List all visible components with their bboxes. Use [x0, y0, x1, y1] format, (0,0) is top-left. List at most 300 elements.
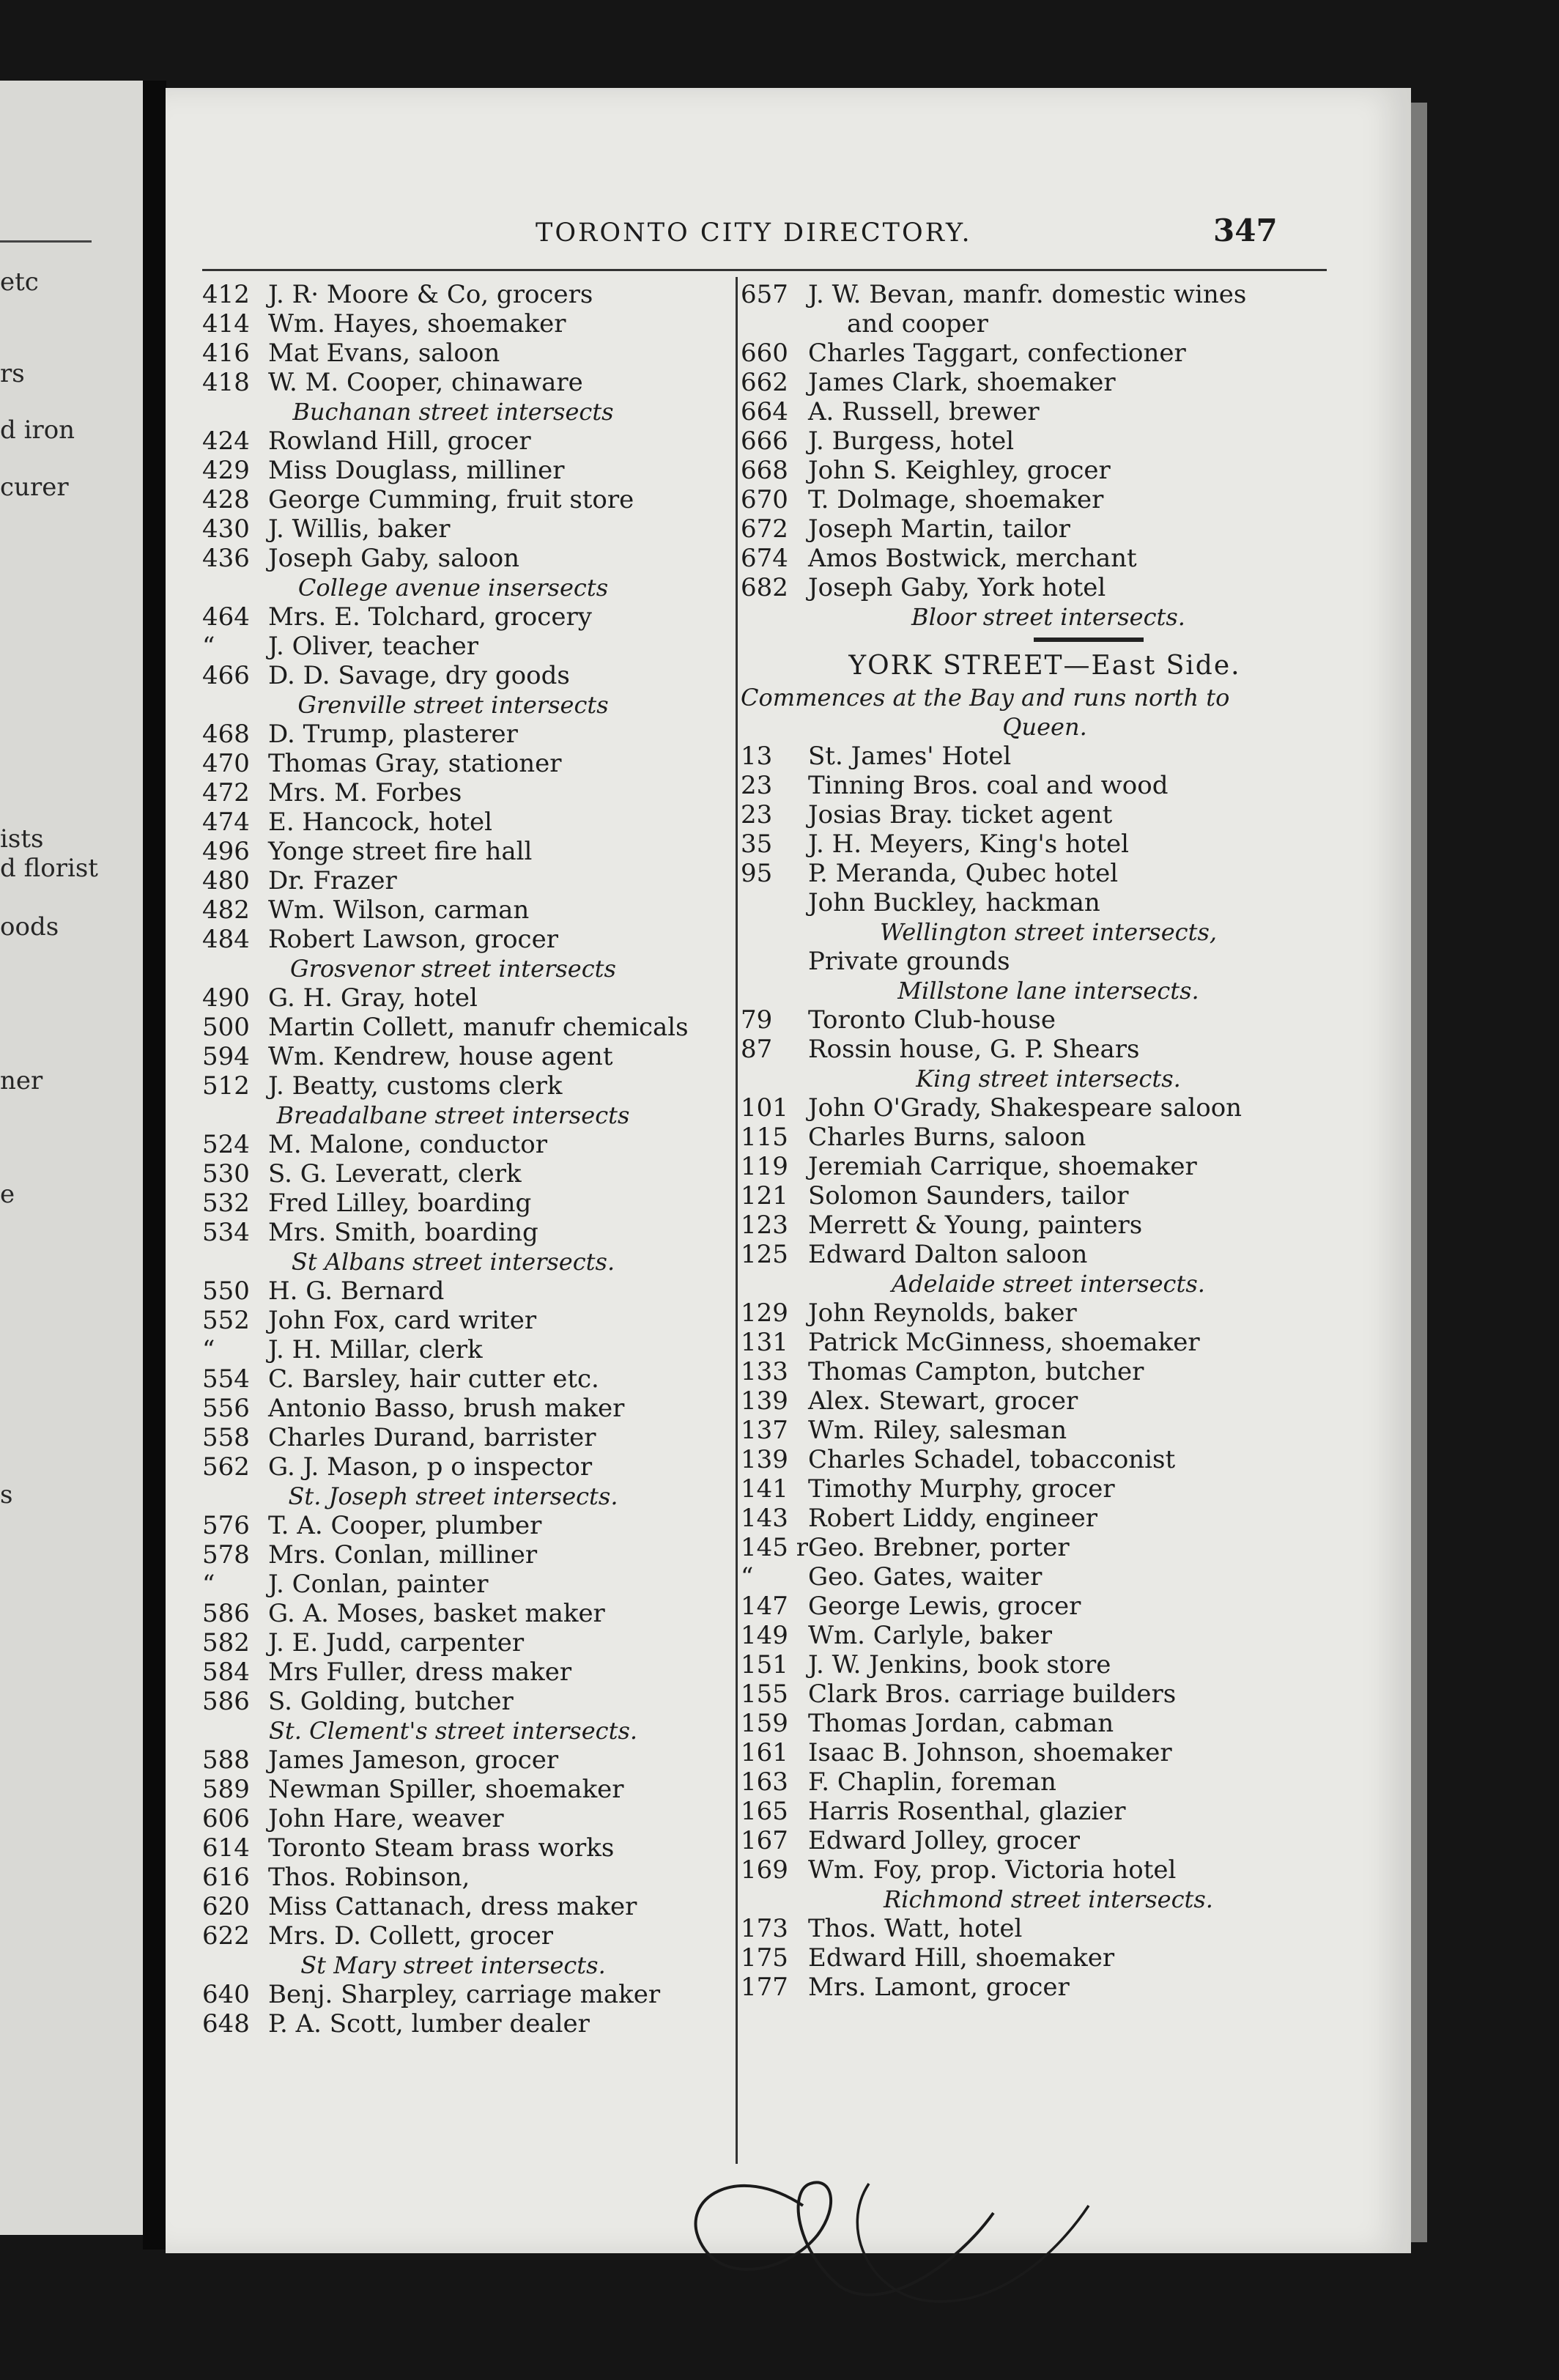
directory-entry: [741, 947, 1437, 976]
resident-name: James Clark, shoemaker: [808, 368, 1116, 397]
street-number: 578: [202, 1540, 250, 1570]
street-number: 149: [741, 1621, 788, 1650]
street-number: 496: [202, 837, 250, 866]
resident-name: P. Meranda, Qubec hotel: [808, 859, 1119, 888]
street-number: 682: [741, 573, 788, 602]
directory-entry: [741, 514, 1437, 544]
street-number: 35: [741, 829, 773, 859]
resident-name: Josias Bray. ticket agent: [808, 800, 1113, 829]
directory-entry: [202, 866, 726, 895]
street-number: 640: [202, 1980, 250, 2009]
fragment-text: curer: [0, 473, 69, 502]
directory-entry: [741, 1328, 1437, 1357]
adjacent-page-rule: [0, 240, 92, 243]
resident-name: Edward Dalton saloon: [808, 1240, 1088, 1269]
resident-name: Charles Durand, barrister: [268, 1423, 596, 1452]
street-number: 556: [202, 1394, 250, 1423]
intersecting-street: Grenville street intersects: [297, 691, 609, 719]
directory-entry: [202, 720, 726, 749]
resident-name: J. W. Jenkins, book store: [808, 1650, 1111, 1679]
directory-entry: [202, 983, 726, 1013]
resident-name: Thomas Gray, stationer: [268, 749, 562, 778]
street-number: “: [202, 1335, 215, 1364]
street-number: 115: [741, 1123, 788, 1152]
directory-entry: [741, 1445, 1437, 1474]
street-number: 472: [202, 778, 250, 808]
street-number: 167: [741, 1826, 788, 1855]
directory-entry: [741, 829, 1437, 859]
directory-entry: [741, 368, 1437, 397]
directory-entry: [202, 1628, 726, 1658]
street-number: 662: [741, 368, 788, 397]
intersecting-street: Grosvenor street intersects: [290, 955, 616, 983]
resident-name: Newman Spiller, shoemaker: [268, 1775, 624, 1804]
street-number: 490: [202, 983, 250, 1013]
directory-entry: [202, 1599, 726, 1628]
directory-entry: [202, 1130, 726, 1159]
directory-entry: [202, 1687, 726, 1716]
street-number: 119: [741, 1152, 788, 1181]
directory-entry: [741, 1826, 1437, 1855]
resident-name: Wm. Foy, prop. Victoria hotel: [808, 1855, 1177, 1885]
directory-entry: [741, 888, 1437, 917]
directory-entry: [741, 1767, 1437, 1797]
right-column: [741, 280, 1437, 2002]
resident-name: Mrs. Conlan, milliner: [268, 1540, 538, 1570]
directory-entry: [202, 1863, 726, 1892]
street-number: 532: [202, 1189, 250, 1218]
directory-entry: [741, 1943, 1437, 1973]
resident-name: St. James' Hotel: [808, 742, 1012, 771]
directory-entry: [741, 1386, 1437, 1416]
street-number: 131: [741, 1328, 788, 1357]
resident-name: D. Trump, plasterer: [268, 720, 518, 749]
directory-entry: [202, 661, 726, 690]
street-number: 430: [202, 514, 250, 544]
directory-entry: [741, 544, 1437, 573]
running-title: TORONTO CITY DIRECTORY.: [536, 218, 972, 248]
street-number: 530: [202, 1159, 250, 1189]
street-number: 13: [741, 742, 773, 771]
resident-name: Thos. Watt, hotel: [808, 1914, 1023, 1943]
resident-name: J. Oliver, teacher: [268, 632, 479, 661]
directory-entry: [202, 1745, 726, 1775]
fragment-text: s: [0, 1480, 13, 1509]
resident-name: Wm. Riley, salesman: [808, 1416, 1067, 1445]
resident-name: Charles Schadel, tobacconist: [808, 1445, 1176, 1474]
resident-name: J. Willis, baker: [268, 514, 451, 544]
street-number: 657: [741, 280, 788, 309]
street-number: 173: [741, 1914, 788, 1943]
directory-entry: [202, 1423, 726, 1452]
directory-entry: [202, 1540, 726, 1570]
resident-name: Wm. Hayes, shoemaker: [268, 309, 566, 339]
fragment-text: d iron: [0, 415, 75, 445]
intersecting-street: Adelaide street intersects.: [892, 1270, 1205, 1298]
street-number: 163: [741, 1767, 788, 1797]
directory-entry: [202, 1364, 726, 1394]
street-number: 550: [202, 1276, 250, 1306]
resident-name: Mrs. E. Tolchard, grocery: [268, 602, 592, 632]
directory-page: [166, 88, 1411, 2253]
section-description: Commences at the Bay and runs north to: [741, 684, 1230, 712]
street-number: 175: [741, 1943, 788, 1973]
directory-entry: [741, 1123, 1437, 1152]
street-number: 125: [741, 1240, 788, 1269]
resident-name: G. J. Mason, p o inspector: [268, 1452, 593, 1482]
resident-name: Geo. Brebner, porter: [808, 1533, 1070, 1562]
directory-entry: [741, 800, 1437, 829]
directory-entry: [741, 771, 1437, 800]
directory-entry: [202, 925, 726, 954]
street-number: 524: [202, 1130, 250, 1159]
resident-name: Amos Bostwick, merchant: [808, 544, 1137, 573]
directory-entry: [202, 602, 726, 632]
resident-name: E. Hancock, hotel: [268, 808, 493, 837]
directory-entry: [741, 1738, 1437, 1767]
resident-name: Mrs. M. Forbes: [268, 778, 462, 808]
resident-name: Jeremiah Carrique, shoemaker: [808, 1152, 1197, 1181]
fragment-text: d florist: [0, 854, 98, 883]
street-number: 622: [202, 1921, 250, 1951]
directory-entry: [741, 1474, 1437, 1504]
resident-name: George Lewis, grocer: [808, 1592, 1081, 1621]
directory-entry: [741, 1035, 1437, 1064]
street-number: 123: [741, 1211, 788, 1240]
resident-name: P. A. Scott, lumber dealer: [268, 2009, 590, 2039]
intersecting-street: Millstone lane intersects.: [897, 977, 1199, 1005]
directory-entry: [202, 1335, 726, 1364]
street-number: “: [202, 632, 215, 661]
resident-name: J. E. Judd, carpenter: [268, 1628, 525, 1658]
directory-entry: [741, 1679, 1437, 1709]
street-number: 147: [741, 1592, 788, 1621]
directory-entry: [202, 749, 726, 778]
street-number: 133: [741, 1357, 788, 1386]
resident-name: Thos. Robinson,: [268, 1863, 470, 1892]
directory-entry: [202, 309, 726, 339]
resident-name: Tinning Bros. coal and wood: [808, 771, 1169, 800]
resident-name: Robert Liddy, engineer: [808, 1504, 1098, 1533]
street-number: 666: [741, 426, 788, 456]
street-number: 121: [741, 1181, 788, 1211]
intersecting-street: Bloor street intersects.: [911, 603, 1185, 631]
resident-name: Patrick McGinness, shoemaker: [808, 1328, 1200, 1357]
directory-entry: [741, 1211, 1437, 1240]
directory-entry: [741, 280, 1437, 309]
adjacent-page-fragment: [0, 81, 144, 2235]
resident-name: Thomas Campton, butcher: [808, 1357, 1144, 1386]
street-number: 418: [202, 368, 250, 397]
street-number: 562: [202, 1452, 250, 1482]
resident-name: Clark Bros. carriage builders: [808, 1679, 1177, 1709]
fragment-text: oods: [0, 912, 59, 942]
intersecting-street: Buchanan street intersects: [292, 398, 614, 426]
street-number: 161: [741, 1738, 788, 1767]
resident-name: J. H. Meyers, King's hotel: [808, 829, 1130, 859]
directory-entry: [741, 1416, 1437, 1445]
resident-name: Antonio Basso, brush maker: [268, 1394, 625, 1423]
street-number: 436: [202, 544, 250, 573]
directory-entry: [202, 1276, 726, 1306]
resident-name: John Reynolds, baker: [808, 1298, 1077, 1328]
street-number: 586: [202, 1599, 250, 1628]
street-number: 620: [202, 1892, 250, 1921]
section-title: YORK STREET—East Side.: [848, 651, 1241, 681]
directory-entry: [741, 1709, 1437, 1738]
directory-entry: [202, 2009, 726, 2039]
resident-name: S. Golding, butcher: [268, 1687, 514, 1716]
street-number: 143: [741, 1504, 788, 1533]
directory-entry: [202, 1833, 726, 1863]
street-number: 660: [741, 339, 788, 368]
resident-name: Dr. Frazer: [268, 866, 397, 895]
directory-entry: [202, 1218, 726, 1247]
directory-entry: [741, 456, 1437, 485]
resident-name: Timothy Murphy, grocer: [808, 1474, 1115, 1504]
intersecting-street: King street intersects.: [916, 1065, 1181, 1093]
directory-entry: [202, 837, 726, 866]
page-header: [166, 212, 1411, 262]
directory-entry: [741, 1621, 1437, 1650]
resident-name: S. G. Leveratt, clerk: [268, 1159, 522, 1189]
street-number: 155: [741, 1679, 788, 1709]
right-column-entries: [741, 280, 1437, 632]
street-number: 466: [202, 661, 250, 690]
street-number: 141: [741, 1474, 788, 1504]
resident-name: Edward Jolley, grocer: [808, 1826, 1080, 1855]
street-number: 594: [202, 1042, 250, 1071]
directory-entry: [741, 485, 1437, 514]
header-rule: [202, 269, 1327, 271]
resident-name: James Jameson, grocer: [268, 1745, 559, 1775]
directory-entry: [202, 1892, 726, 1921]
street-number: 151: [741, 1650, 788, 1679]
street-number: 484: [202, 925, 250, 954]
street-number: 137: [741, 1416, 788, 1445]
directory-entry: [202, 632, 726, 661]
intersecting-street: St Mary street intersects.: [300, 1951, 606, 1979]
street-number: 614: [202, 1833, 250, 1863]
resident-name: Mat Evans, saloon: [268, 339, 500, 368]
street-number: 534: [202, 1218, 250, 1247]
directory-entry: [741, 1973, 1437, 2002]
street-number: 129: [741, 1298, 788, 1328]
street-number: 470: [202, 749, 250, 778]
directory-entry: [202, 1071, 726, 1101]
directory-entry: [202, 544, 726, 573]
street-number: 482: [202, 895, 250, 925]
resident-name: Wm. Wilson, carman: [268, 895, 530, 925]
directory-entry: [202, 1775, 726, 1804]
street-number: 670: [741, 485, 788, 514]
directory-entry: [202, 456, 726, 485]
directory-entry: [202, 280, 726, 309]
resident-name: T. Dolmage, shoemaker: [808, 485, 1104, 514]
resident-name: John Hare, weaver: [268, 1804, 504, 1833]
entry-continuation: and cooper: [847, 309, 988, 339]
resident-name: Solomon Saunders, tailor: [808, 1181, 1129, 1211]
street-number: 429: [202, 456, 250, 485]
street-number: 159: [741, 1709, 788, 1738]
directory-entry: [741, 1298, 1437, 1328]
resident-name: J. W. Bevan, manfr. domestic wines: [808, 280, 1247, 309]
directory-entry: [741, 1562, 1437, 1592]
street-number: 87: [741, 1035, 773, 1064]
resident-name: M. Malone, conductor: [268, 1130, 547, 1159]
directory-entry: [202, 1452, 726, 1482]
street-number: 554: [202, 1364, 250, 1394]
street-number: 674: [741, 544, 788, 573]
directory-entry: [202, 778, 726, 808]
resident-name: Toronto Club-house: [808, 1005, 1056, 1035]
street-number: 616: [202, 1863, 250, 1892]
intersecting-street: Wellington street intersects,: [879, 918, 1218, 946]
resident-name: H. G. Bernard: [268, 1276, 445, 1306]
resident-name: J. H. Millar, clerk: [268, 1335, 483, 1364]
street-number: 101: [741, 1093, 788, 1123]
directory-entry: [202, 1921, 726, 1951]
directory-entry: [741, 1005, 1437, 1035]
resident-name: G. H. Gray, hotel: [268, 983, 478, 1013]
directory-entry: [741, 1181, 1437, 1211]
street-number: 23: [741, 800, 773, 829]
intersecting-street: Richmond street intersects.: [884, 1885, 1213, 1913]
street-number: 414: [202, 309, 250, 339]
resident-name: Miss Cattanach, dress maker: [268, 1892, 637, 1921]
street-number: 416: [202, 339, 250, 368]
street-number: 584: [202, 1658, 250, 1687]
directory-entry: [741, 1152, 1437, 1181]
fragment-text: etc: [0, 267, 39, 297]
resident-name: Alex. Stewart, grocer: [808, 1386, 1078, 1416]
resident-name: Rossin house, G. P. Shears: [808, 1035, 1140, 1064]
resident-name: Wm. Carlyle, baker: [808, 1621, 1053, 1650]
resident-name: Fred Lilley, boarding: [268, 1189, 532, 1218]
resident-name: J. R· Moore & Co, grocers: [268, 280, 593, 309]
resident-name: Isaac B. Johnson, shoemaker: [808, 1738, 1172, 1767]
directory-entry: [202, 1511, 726, 1540]
resident-name: Wm. Kendrew, house agent: [268, 1042, 613, 1071]
street-number: 648: [202, 2009, 250, 2039]
fragment-text: ists: [0, 824, 44, 854]
resident-name: T. A. Cooper, plumber: [268, 1511, 542, 1540]
directory-entry: [202, 368, 726, 397]
resident-name: W. M. Cooper, chinaware: [268, 368, 583, 397]
street-number: 552: [202, 1306, 250, 1335]
directory-entry: [202, 808, 726, 837]
street-number: 139: [741, 1386, 788, 1416]
resident-name: Geo. Gates, waiter: [808, 1562, 1043, 1592]
resident-name: Robert Lawson, grocer: [268, 925, 558, 954]
street-number: “: [741, 1562, 754, 1592]
page-edge: [1411, 103, 1427, 2242]
street-number: 582: [202, 1628, 250, 1658]
resident-name: John Buckley, hackman: [808, 888, 1100, 917]
directory-entry: [741, 1240, 1437, 1269]
street-number: 177: [741, 1973, 788, 2002]
directory-entry: [741, 1357, 1437, 1386]
street-number: 169: [741, 1855, 788, 1885]
street-number: 428: [202, 485, 250, 514]
directory-entry: [741, 1797, 1437, 1826]
directory-entry: [202, 485, 726, 514]
street-number: 558: [202, 1423, 250, 1452]
street-number: 606: [202, 1804, 250, 1833]
street-number: 664: [741, 397, 788, 426]
resident-name: Benj. Sharpley, carriage maker: [268, 1980, 661, 2009]
directory-entry: [741, 742, 1437, 771]
directory-entry: [202, 1189, 726, 1218]
street-number: 95: [741, 859, 773, 888]
resident-name: J. Burgess, hotel: [808, 426, 1015, 456]
resident-name: Mrs Fuller, dress maker: [268, 1658, 572, 1687]
directory-entry: [741, 339, 1437, 368]
directory-entry: [202, 1804, 726, 1833]
directory-entry: [741, 426, 1437, 456]
directory-entry: [202, 1306, 726, 1335]
directory-entry: [741, 859, 1437, 888]
intersecting-street: St. Joseph street intersects.: [288, 1482, 618, 1510]
directory-entry: [741, 397, 1437, 426]
directory-entry: [202, 1042, 726, 1071]
street-number: 23: [741, 771, 773, 800]
directory-entry: [741, 1914, 1437, 1943]
directory-entry: [202, 1159, 726, 1189]
york-street-entries: [741, 742, 1437, 2002]
column-divider: [736, 277, 738, 2164]
left-column: [202, 280, 726, 2039]
street-number: 145 r: [741, 1533, 808, 1562]
directory-entry: [202, 1980, 726, 2009]
resident-name: John S. Keighley, grocer: [808, 456, 1111, 485]
resident-name: Mrs. Smith, boarding: [268, 1218, 538, 1247]
street-number: 464: [202, 602, 250, 632]
directory-entry: [202, 1658, 726, 1687]
intersecting-street: College avenue insersects: [297, 574, 609, 602]
resident-name: Merrett & Young, painters: [808, 1211, 1143, 1240]
street-number: 474: [202, 808, 250, 837]
resident-name: Mrs. D. Collett, grocer: [268, 1921, 553, 1951]
resident-name: Charles Taggart, confectioner: [808, 339, 1186, 368]
section-description-cont: Queen.: [1002, 713, 1087, 741]
resident-name: Joseph Gaby, York hotel: [808, 573, 1106, 602]
resident-name: Toronto Steam brass works: [268, 1833, 615, 1863]
resident-name: John Fox, card writer: [268, 1306, 537, 1335]
street-number: 165: [741, 1797, 788, 1826]
street-number: 79: [741, 1005, 773, 1035]
resident-name: Yonge street fire hall: [268, 837, 533, 866]
directory-entry: [741, 1504, 1437, 1533]
directory-entry: [741, 1592, 1437, 1621]
resident-name: Private grounds: [808, 947, 1010, 976]
resident-name: Rowland Hill, grocer: [268, 426, 531, 456]
street-number: 468: [202, 720, 250, 749]
resident-name: Joseph Martin, tailor: [808, 514, 1070, 544]
resident-name: C. Barsley, hair cutter etc.: [268, 1364, 599, 1394]
directory-entry: [741, 573, 1437, 602]
resident-name: Miss Douglass, milliner: [268, 456, 565, 485]
intersecting-street: St Albans street intersects.: [291, 1248, 615, 1276]
street-number: 412: [202, 280, 250, 309]
resident-name: J. Conlan, painter: [268, 1570, 489, 1599]
resident-name: J. Beatty, customs clerk: [268, 1071, 563, 1101]
resident-name: Thomas Jordan, cabman: [808, 1709, 1114, 1738]
street-number: 589: [202, 1775, 250, 1804]
directory-entry: [741, 1533, 1437, 1562]
resident-name: Joseph Gaby, saloon: [268, 544, 520, 573]
page-number: 347: [1213, 212, 1278, 248]
